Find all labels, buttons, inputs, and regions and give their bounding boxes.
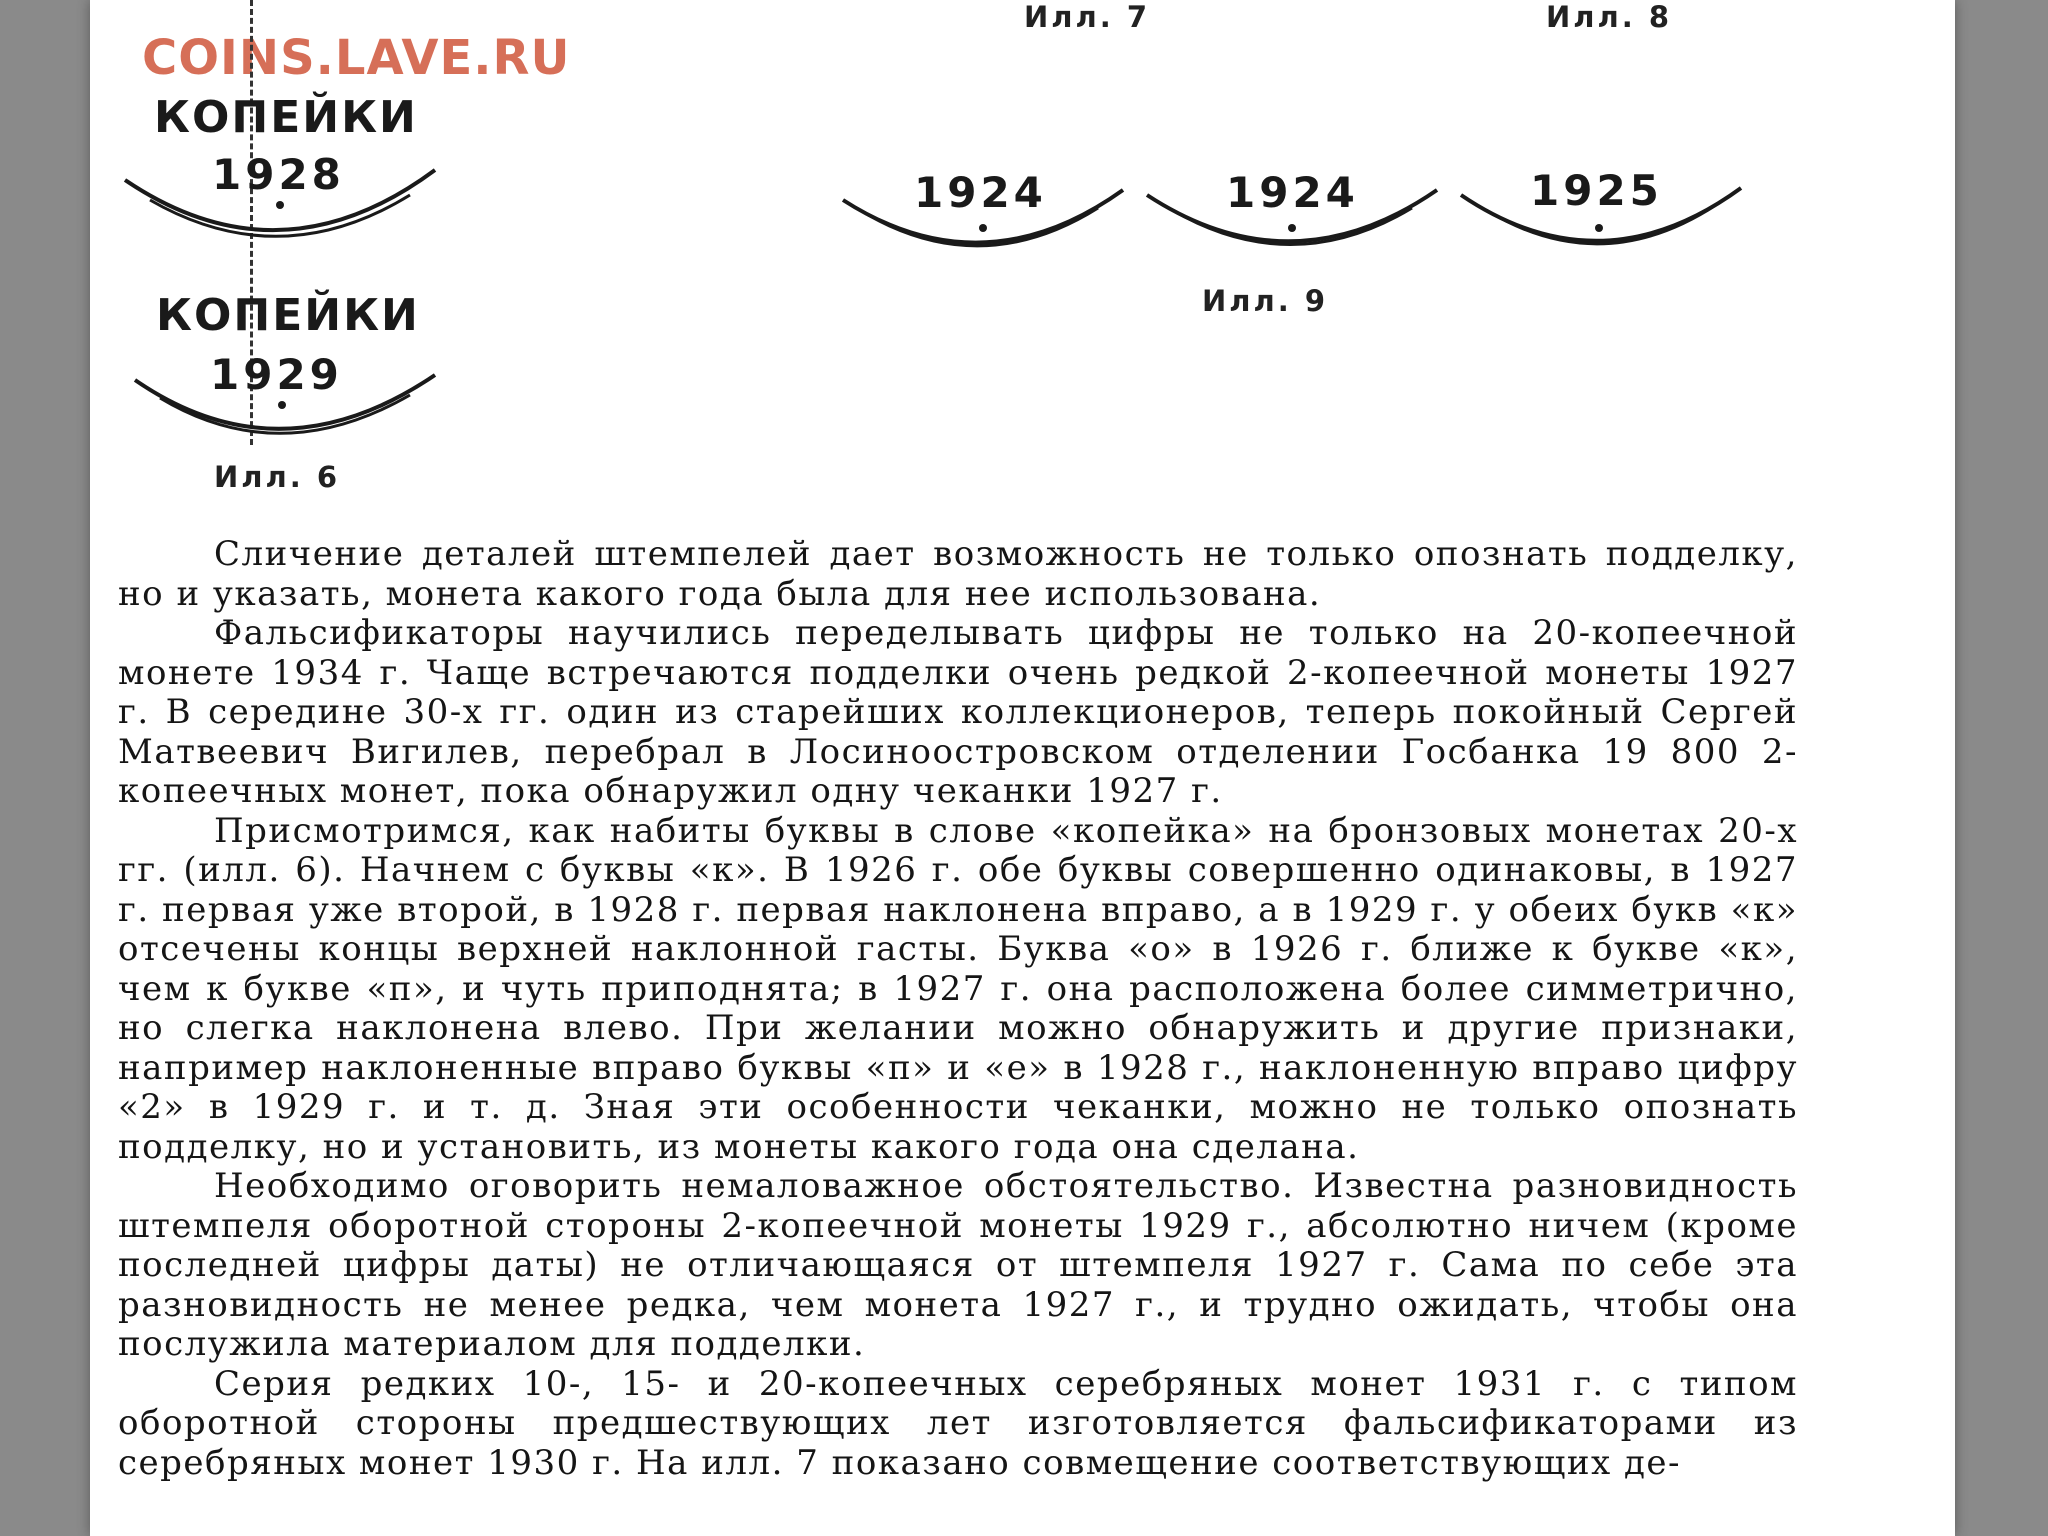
caption-ill-6: Илл. 6 [214,460,341,494]
body-text [118,535,1798,1483]
caption-ill-9: Илл. 9 [1202,284,1329,318]
coin-rim-arc-ill9-2 [1142,180,1442,260]
paragraph: Серия редких 10-, 15- и 20-копеечных серебряных монет 1931 г. с типом оборотной стороны предшествующих лет изготовляется фальсификаторами из серебряных монет 1930 г. На илл. 7 показано совмещение соответствующих де- [118,1363,1798,1483]
paragraph: Сличение деталей штемпелей дает возможность не только опознать подделку, но и указать, монета какого года была для нее использована. [118,534,1798,614]
coin-word-1929: КОПЕЙКИ [156,290,420,341]
coin-year-ill9-1: 1924 [914,168,1047,217]
caption-ill-8: Илл. 8 [1546,0,1673,34]
coin-rim-arc-ill9-1 [838,180,1128,260]
coin-rim-arc-1929 [130,360,440,450]
paragraph: Необходимо оговорить немаловажное обстоятельство. Известна разновидность штемпеля оборотной стороны 2-копеечной монеты 1929 г., абсолютно ничем (кроме последней цифры даты) не отличающаяся от штемпеля 1927 г. Сама по себе эта разновидность не менее редка, чем монета 1927 г., и трудно ожидать, чтобы она послужила материалом для подделки. [118,1166,1798,1364]
paragraph: Присмотримся, как набиты буквы в слове «копейка» на бронзовых монетах 20-х гг. (илл. 6). Начнем с буквы «к». В 1926 г. обе буквы совершенно одинаковы, в 1927 г. первая уже второй, в 1928 г. первая наклонена вправо, а в 1929 г. у обеих букв «к» отсечены концы верхней наклонной гасты. Буква «о» в 1926 г. ближе к букве «к», чем к букве «п», и чуть приподнята; в 1927 г. она расположена более симметрично, но слегка наклонена влево. При желании можно обнаружить и другие признаки, например наклоненные вправо буквы «п» и «е» в 1928 г., наклоненную вправо цифру «2» в 1929 г. и т. д. Зная эти особенности чеканки, можно не только опознать подделку, но и установить, из монеты какого года она сделана. [118,810,1798,1167]
caption-ill-7: Илл. 7 [1024,0,1151,34]
coin-year-ill9-2: 1924 [1226,168,1359,217]
coin-word-1928: КОПЕЙКИ [154,92,418,143]
coin-year-1928: 1928 [212,150,345,199]
paragraph: Фальсификаторы научились переделывать цифры не только на 20-копеечной монете 1934 г. Чаще встречаются подделки очень редкой 2-копеечной монеты 1927 г. В середине 30-х гг. один из старейших коллекционеров, теперь покойный Сергей Матвеевич Вигилев, перебрал в Лосиноостровском отделении Госбанка 19 800 2-копеечных монет, пока обнаружил одну чеканки 1927 г. [118,613,1798,811]
watermark: COINS.LAVE.RU [142,30,571,86]
coin-year-ill9-3: 1925 [1530,166,1663,215]
coin-rim-arc-1928 [120,160,440,250]
coin-arc-top-fragment [150,0,470,10]
document-page [90,0,1955,1536]
coin-year-1929: 1929 [210,350,343,399]
coin-rim-arc-ill9-3 [1456,180,1746,260]
